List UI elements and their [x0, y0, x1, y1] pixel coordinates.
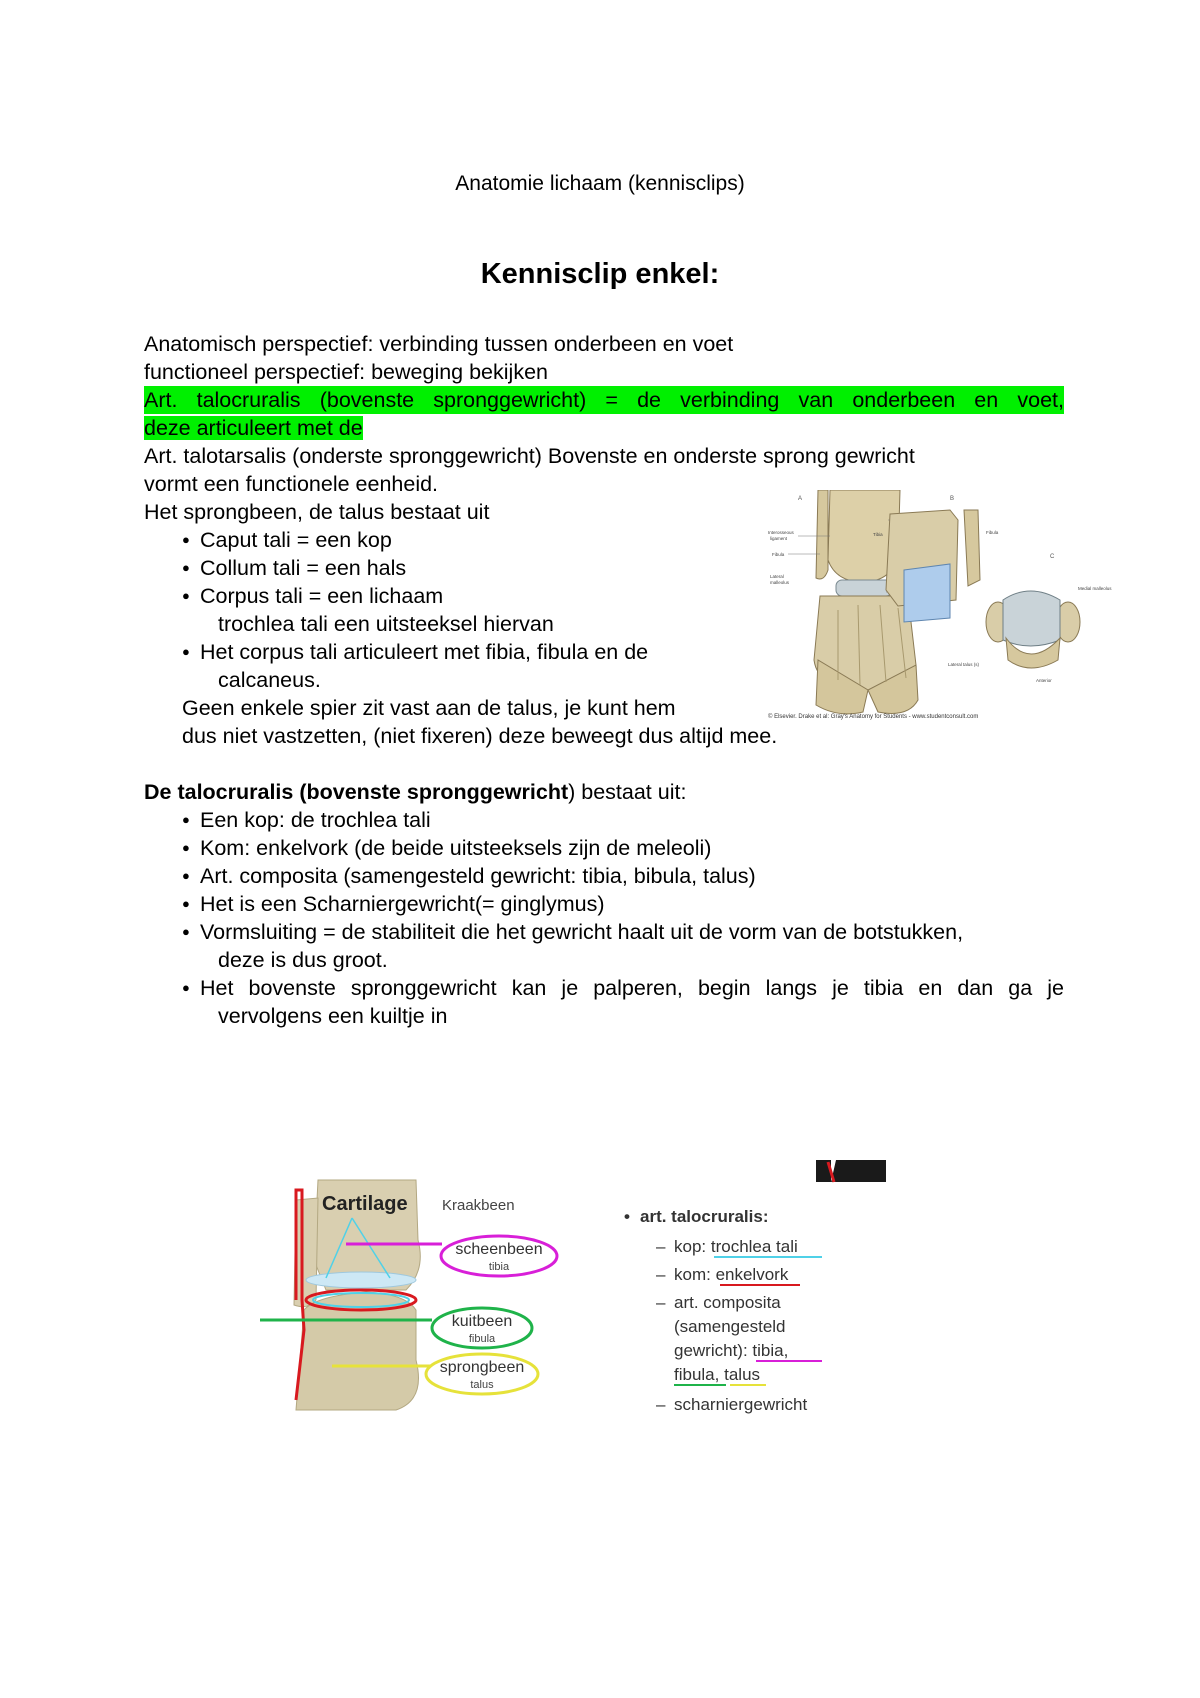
ankle-anatomy-figure	[768, 490, 1180, 722]
svg-text:malleolus: malleolus	[770, 580, 790, 585]
list-item: ● Het corpus tali articuleert met fibia, fibula en de	[144, 638, 1064, 666]
svg-text:Tibia: Tibia	[873, 532, 883, 537]
svg-text:fibula: fibula	[468, 1333, 496, 1345]
svg-text:–: –	[656, 1237, 666, 1256]
highlighted-line-1: Art. talocruralis (bovenste spronggewricht) = de verbinding van onderbeen en voet,	[144, 388, 1064, 412]
svg-text:sprongbeen: sprongbeen	[439, 1359, 525, 1376]
svg-text:Fibula: Fibula	[772, 552, 785, 557]
svg-text:Lateral: Lateral	[770, 574, 784, 579]
panel-c-illustration	[986, 591, 1080, 668]
svg-text:Fibula: Fibula	[986, 530, 999, 535]
svg-text:talus: talus	[470, 1379, 494, 1391]
panel-label-b: B	[950, 496, 955, 502]
list-item: ● Kom: enkelvork (de beide uitsteeksels zijn de meleoli)	[144, 834, 1064, 862]
svg-text:kom: enkelvork: kom: enkelvork	[674, 1265, 789, 1284]
svg-text:gewricht): tibia,: gewricht): tibia,	[674, 1341, 789, 1360]
svg-text:Lateral talus (s): Lateral talus (s)	[948, 662, 980, 667]
list-item-continuation: trochlea tali een uitsteeksel hiervan	[218, 612, 554, 636]
talus-note-2: dus niet vastzetten, (niet fixeren) deze beweegt dus altijd mee.	[182, 724, 778, 748]
panel-b-illustration	[886, 510, 980, 622]
list-item: ● Het is een Scharniergewricht(= ginglymus)	[144, 890, 1064, 918]
svg-text:fibula, talus: fibula, talus	[674, 1365, 761, 1384]
svg-text:•: •	[624, 1207, 630, 1226]
svg-text:kuitbeen: kuitbeen	[451, 1313, 513, 1330]
svg-text:(samengesteld: (samengesteld	[674, 1317, 786, 1336]
talocruralis-slide-figure	[256, 1160, 896, 1460]
intro-line-3: Art. talotarsalis (onderste spronggewricht) Bovenste en onderste sprong gewricht	[144, 444, 915, 468]
cartilage-label: Cartilage	[322, 1193, 408, 1215]
figure-credit: © Elsevier. Drake et al: Gray's Anatomy for Students - www.studentconsult.com	[768, 714, 979, 720]
panel-label-a: A	[798, 496, 803, 502]
svg-text:Interosseous: Interosseous	[768, 530, 794, 535]
svg-text:Medial malleolus: Medial malleolus	[1078, 586, 1112, 591]
svg-text:–: –	[656, 1293, 666, 1312]
highlighted-line-2: deze articuleert met de	[144, 416, 363, 440]
svg-text:scheenbeen: scheenbeen	[455, 1241, 543, 1258]
svg-text:scharniergewricht: scharniergewricht	[674, 1395, 808, 1414]
intro-line-1: Anatomisch perspectief: verbinding tussen onderbeen en voet	[144, 332, 734, 356]
page-header: Anatomie lichaam (kennisclips)	[455, 172, 745, 195]
list-item: ● Collum tali = een hals	[144, 554, 1064, 582]
slide-list-title: art. talocruralis:	[640, 1207, 769, 1226]
list-item-continuation: calcaneus.	[218, 668, 321, 692]
intro-line-4: vormt een functionele eenheid.	[144, 472, 439, 496]
list-item-continuation: deze is dus groot.	[218, 948, 388, 972]
intro-line-5: Het sprongbeen, de talus bestaat uit	[144, 500, 490, 524]
intro-line-2: functioneel perspectief: beweging bekijken	[144, 360, 548, 384]
list-item: ● Art. composita (samengesteld gewricht: tibia, bibula, talus)	[144, 862, 1064, 890]
kraakbeen-label: Kraakbeen	[442, 1197, 515, 1214]
section-title: De talocruralis (bovenste spronggewricht) bestaat uit:	[144, 780, 687, 804]
svg-text:–: –	[656, 1395, 666, 1414]
list-item: ● Corpus tali = een lichaam	[144, 582, 1064, 610]
svg-text:–: –	[656, 1265, 666, 1284]
talocruralis-list	[144, 806, 1064, 946]
svg-text:art. composita: art. composita	[674, 1293, 781, 1312]
panel-label-c: C	[1050, 554, 1055, 560]
list-item-continuation: vervolgens een kuiltje in	[218, 1004, 448, 1028]
svg-text:kop: trochlea tali: kop: trochlea tali	[674, 1237, 798, 1256]
list-item: ● Een kop: de trochlea tali	[144, 806, 1064, 834]
list-item: ● Vormsluiting = de stabiliteit die het gewricht haalt uit de vorm van de botstukken,	[144, 918, 1064, 946]
svg-text:Anterior: Anterior	[1036, 678, 1052, 683]
list-item: ● Caput tali = een kop	[144, 526, 1064, 554]
talus-note-1: Geen enkele spier zit vast aan de talus, je kunt hem	[182, 696, 676, 720]
page-title: Kennisclip enkel:	[480, 258, 720, 290]
svg-text:ligament: ligament	[770, 536, 788, 541]
list-item: ● Het bovenste spronggewricht kan je palperen, begin langs je tibia en dan ga je	[144, 974, 1064, 1002]
svg-text:tibia: tibia	[488, 1261, 510, 1273]
